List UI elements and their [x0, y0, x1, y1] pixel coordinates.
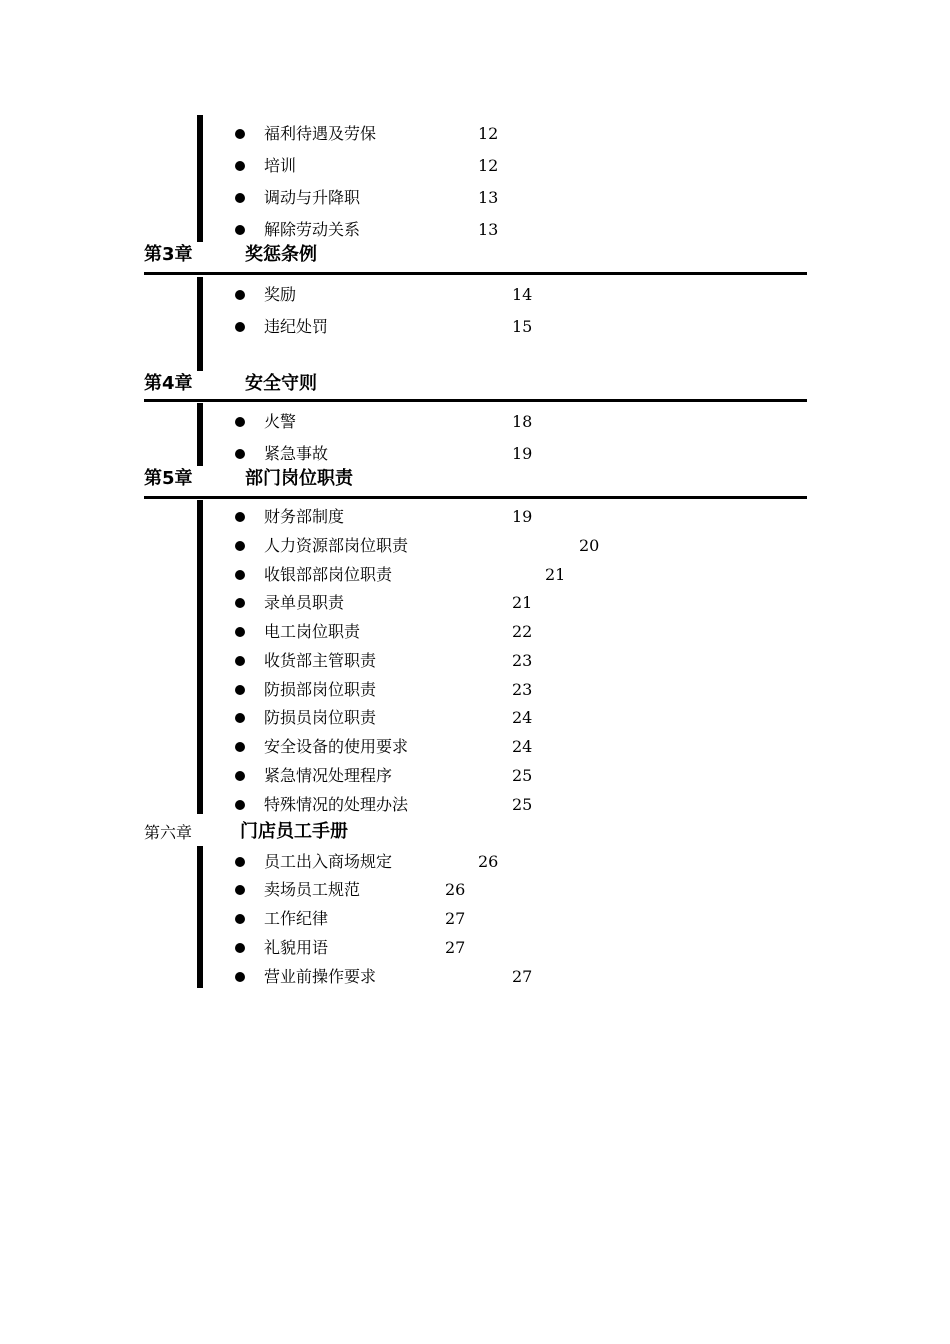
toc-item-page: 26	[445, 880, 466, 899]
toc-item-label: 收银部部岗位职责	[264, 565, 393, 584]
bullet-icon	[235, 800, 245, 810]
bullet-icon	[235, 885, 245, 895]
bullet-icon	[235, 161, 245, 171]
toc-item-page: 15	[512, 317, 533, 336]
toc-item-label: 紧急事故	[264, 444, 329, 463]
toc-item-label: 违纪处罚	[264, 317, 329, 336]
toc-item-label: 礼貌用语	[264, 938, 329, 957]
bullet-icon	[235, 598, 245, 608]
toc-item-page: 19	[512, 507, 533, 526]
chapter-number: 第5章	[144, 468, 193, 489]
bullet-icon	[235, 225, 245, 235]
toc-item-label: 工作纪律	[264, 909, 329, 928]
section-bar	[197, 403, 203, 466]
bullet-icon	[235, 857, 245, 867]
toc-item-page: 25	[512, 795, 533, 814]
toc-item-page: 13	[478, 188, 499, 207]
toc-item-page: 20	[579, 536, 600, 555]
toc-item-label: 人力资源部岗位职责	[264, 536, 409, 555]
bullet-icon	[235, 742, 245, 752]
toc-item-label: 财务部制度	[264, 507, 345, 526]
section-bar	[197, 846, 203, 988]
bullet-icon	[235, 449, 245, 459]
toc-item-page: 22	[512, 622, 533, 641]
chapter-title: 门店员工手册	[240, 821, 348, 842]
toc-item-page: 12	[478, 124, 499, 143]
bullet-icon	[235, 771, 245, 781]
toc-item-label: 营业前操作要求	[264, 967, 377, 986]
bullet-icon	[235, 417, 245, 427]
bullet-icon	[235, 914, 245, 924]
toc-item-label: 奖励	[264, 285, 297, 304]
section-bar	[197, 277, 203, 371]
toc-item-page: 24	[512, 737, 533, 756]
chapter-title: 部门岗位职责	[245, 468, 353, 489]
toc-item-page: 27	[512, 967, 533, 986]
bullet-icon	[235, 943, 245, 953]
toc-item-page: 27	[445, 909, 466, 928]
toc-item-page: 23	[512, 680, 533, 699]
chapter-number: 第4章	[144, 373, 193, 394]
bullet-icon	[235, 322, 245, 332]
chapter-rule	[144, 399, 807, 402]
toc-item-page: 19	[512, 444, 533, 463]
chapter-title: 奖惩条例	[245, 244, 317, 265]
chapter-number: 第3章	[144, 244, 193, 265]
toc-item-label: 安全设备的使用要求	[264, 737, 409, 756]
section-bar	[197, 115, 203, 242]
toc-item-label: 卖场员工规范	[264, 880, 361, 899]
bullet-icon	[235, 713, 245, 723]
toc-item-label: 录单员职责	[264, 593, 345, 612]
bullet-icon	[235, 512, 245, 522]
toc-item-page: 23	[512, 651, 533, 670]
bullet-icon	[235, 685, 245, 695]
bullet-icon	[235, 656, 245, 666]
toc-item-label: 火警	[264, 412, 297, 431]
toc-item-label: 解除劳动关系	[264, 220, 361, 239]
toc-item-label: 收货部主管职责	[264, 651, 377, 670]
toc-item-label: 防损员岗位职责	[264, 708, 377, 727]
toc-item-label: 福利待遇及劳保	[264, 124, 377, 143]
toc-item-page: 13	[478, 220, 499, 239]
toc-item-page: 14	[512, 285, 533, 304]
toc-item-page: 27	[445, 938, 466, 957]
bullet-icon	[235, 972, 245, 982]
toc-item-page: 12	[478, 156, 499, 175]
bullet-icon	[235, 129, 245, 139]
chapter-number: 第六章	[144, 823, 193, 842]
bullet-icon	[235, 193, 245, 203]
bullet-icon	[235, 290, 245, 300]
section-bar	[197, 500, 203, 814]
chapter-rule	[144, 496, 807, 499]
chapter-title: 安全守则	[245, 373, 317, 394]
toc-item-page: 18	[512, 412, 533, 431]
toc-item-label: 电工岗位职责	[264, 622, 361, 641]
toc-item-page: 24	[512, 708, 533, 727]
bullet-icon	[235, 541, 245, 551]
toc-item-page: 21	[545, 565, 566, 584]
toc-item-page: 21	[512, 593, 533, 612]
toc-item-label: 培训	[264, 156, 297, 175]
toc-item-label: 调动与升降职	[264, 188, 361, 207]
chapter-rule	[144, 272, 807, 275]
toc-item-page: 26	[478, 852, 499, 871]
toc-item-label: 紧急情况处理程序	[264, 766, 393, 785]
toc-item-label: 员工出入商场规定	[264, 852, 393, 871]
toc-item-label: 防损部岗位职责	[264, 680, 377, 699]
bullet-icon	[235, 570, 245, 580]
toc-item-page: 25	[512, 766, 533, 785]
toc-item-label: 特殊情况的处理办法	[264, 795, 409, 814]
bullet-icon	[235, 627, 245, 637]
